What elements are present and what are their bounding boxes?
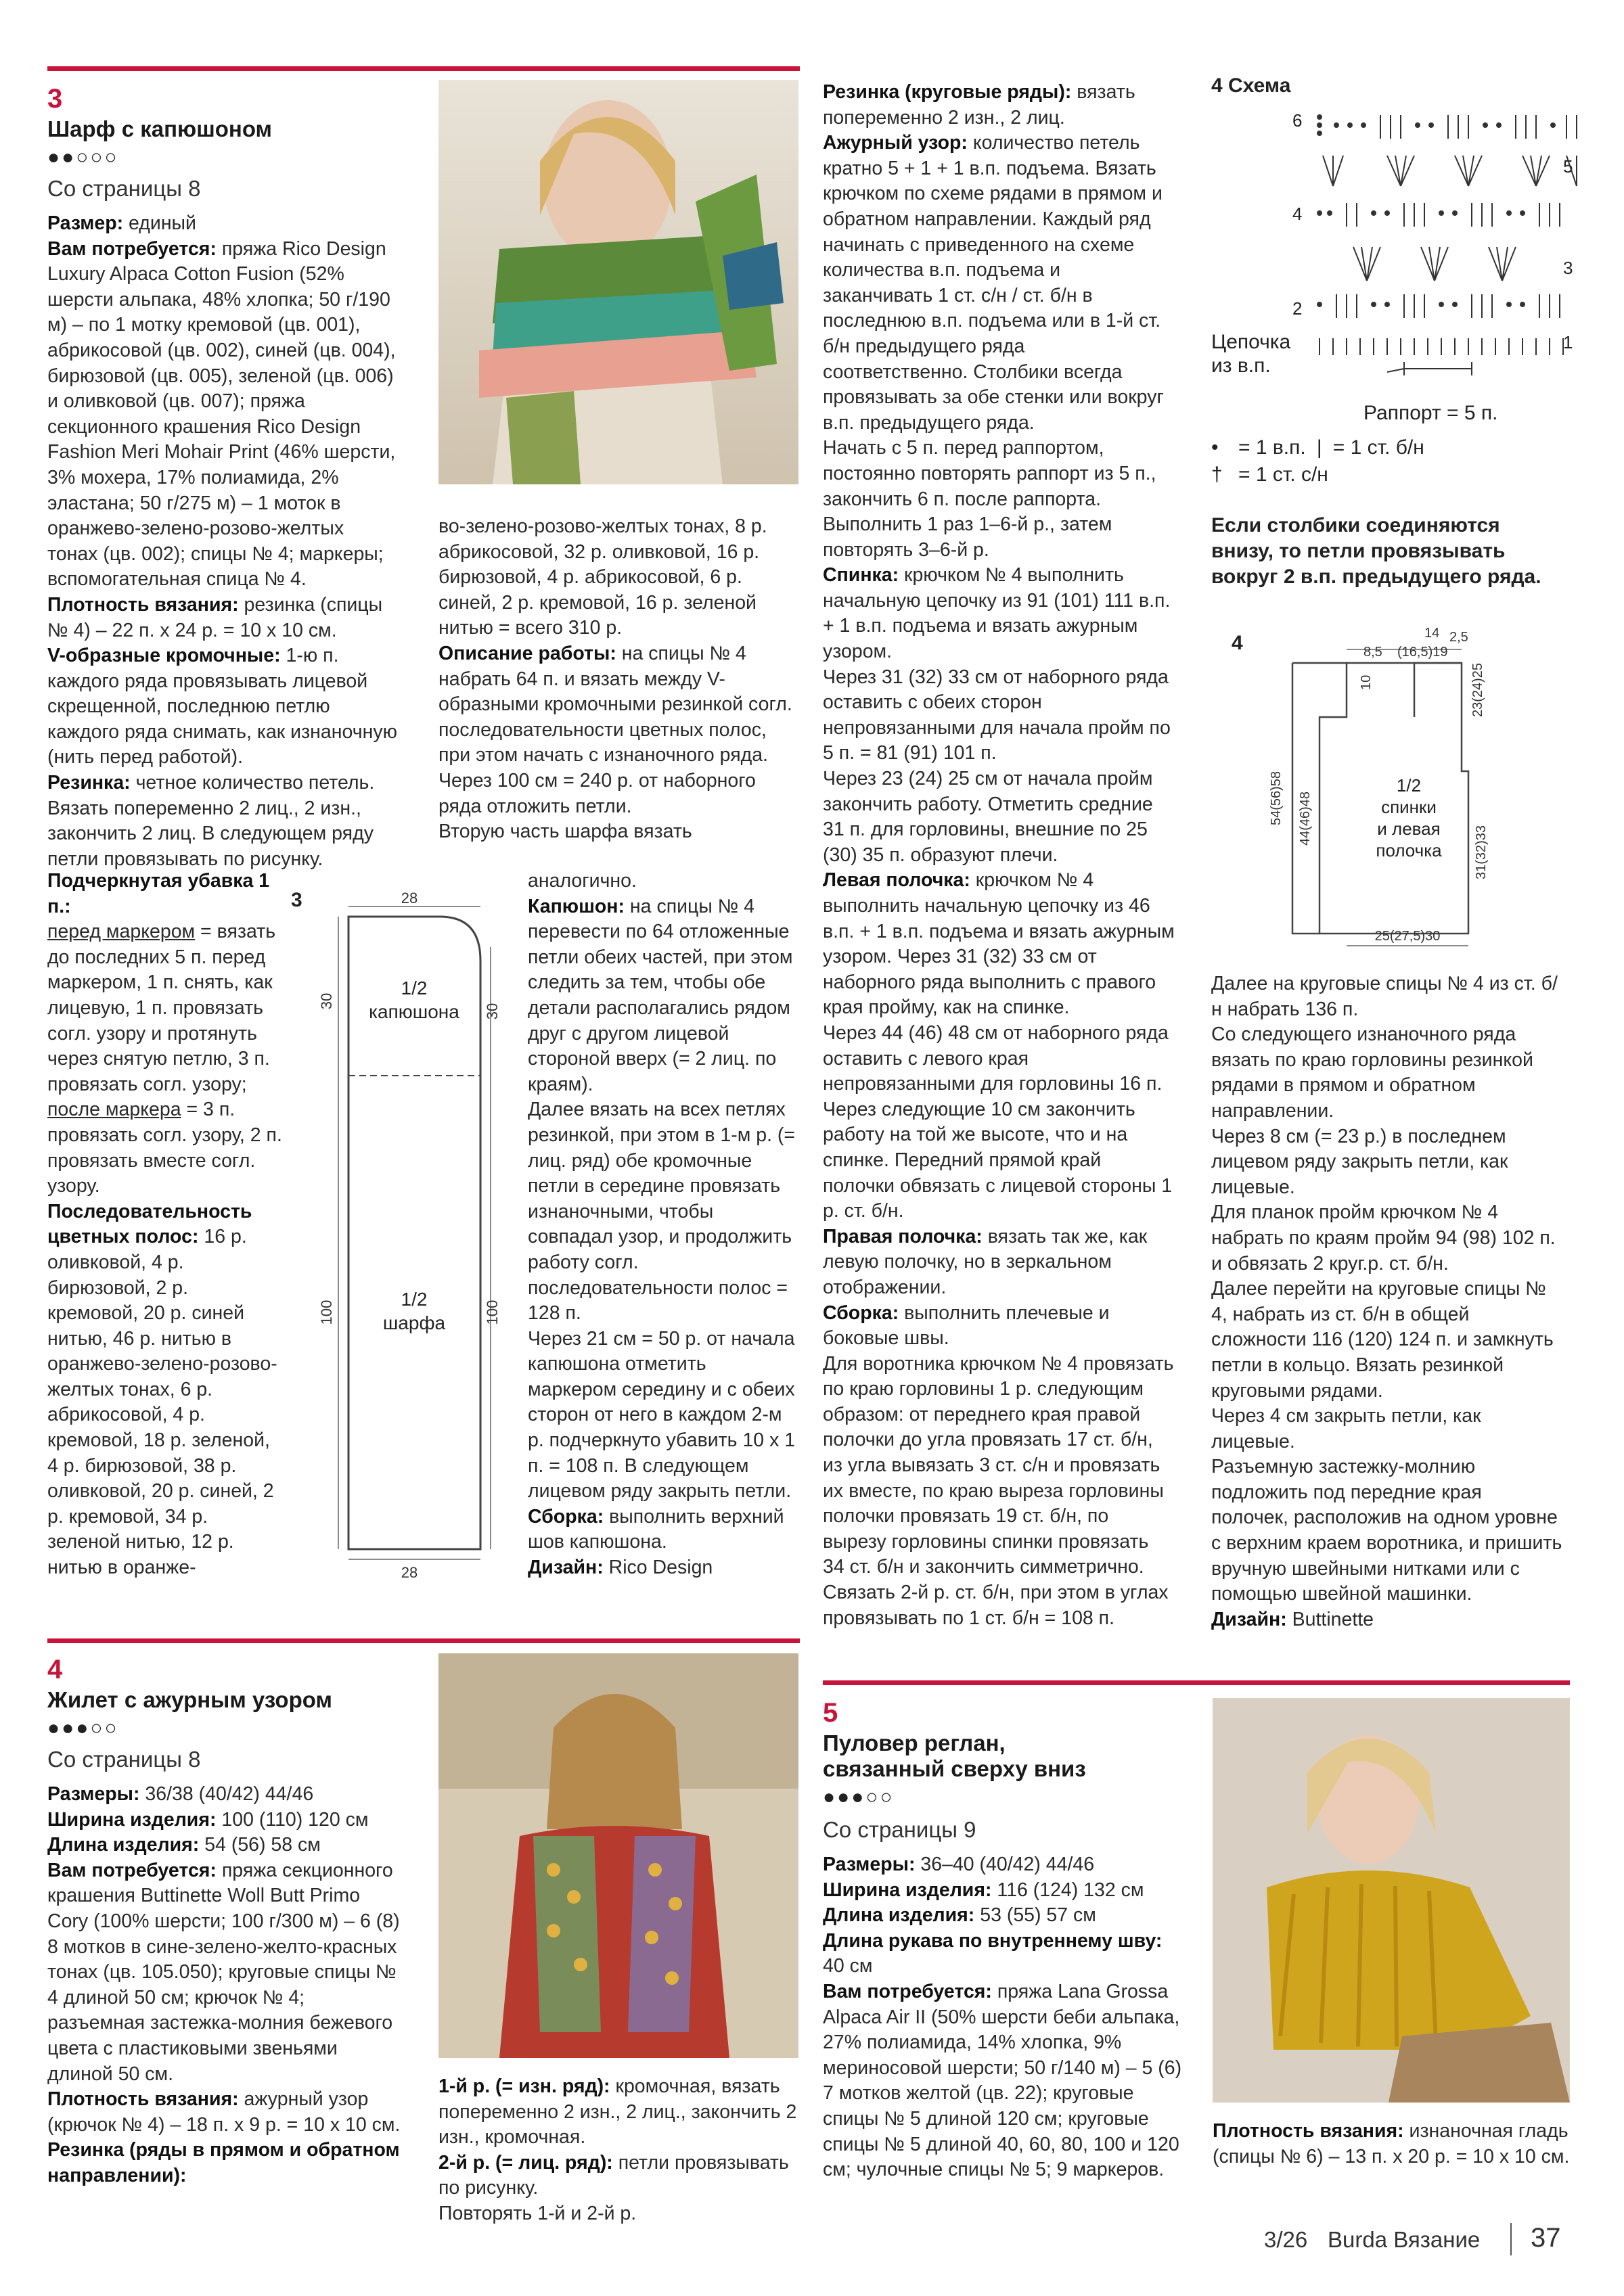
text-col-vest-assembly-paragraph: Далее на круговые спицы № 4 из ст. б/н набрать 136 п. (1211, 973, 1558, 1020)
dim-right-hood: 30 (484, 1003, 501, 1020)
text-col-vest-main-paragraph: Левая полочка: крючком № 4 выполнить начальную цепочку из 46 в.п. + 1 в.п. подъема и вязать ажурным узором. Через 31 (32) 33 см от наборного ряда выполнить с правого края пройму, как на спинке. (823, 869, 1175, 1019)
text-col-3b-paragraph: Последовательность цветных полос: 16 р. оливковой, 4 р. бирюзовой, 2 р. кремовой, 20 р. синей нитью, 46 р. нитью в оранжево-зелено-розово-желтых тонах, 6 р. абрикосовой, 4 р. кремовой, 18 р. зеленой, 4 р. бирюзовой, 38 р. оливковой, 20 р. синей, 2 р. кремовой, 34 р. зеленой нитью, 12 р. нитью в оранже- (47, 1200, 277, 1579)
rapport-label: Раппорт = 5 п. (1363, 402, 1498, 424)
source-page-3: Со страницы 8 (47, 176, 201, 201)
svg-text:1/2: 1/2 (1396, 775, 1422, 796)
legend-chain: = 1 в.п. (1238, 436, 1306, 459)
footer-magazine: Burda Вязание (1328, 2227, 1481, 2252)
source-page-4: Со страницы 8 (47, 1747, 201, 1772)
label-hood-1: 1/2 (401, 978, 428, 998)
footer-issue: 3/26 (1264, 2227, 1308, 2252)
svg-text:54(56)58: 54(56)58 (1269, 771, 1284, 826)
svg-text:10: 10 (1359, 674, 1374, 690)
legend-dc: = 1 ст. с/н (1238, 463, 1328, 486)
text-col-5a-paragraph: Ширина изделия: 116 (124) 132 см (823, 1879, 1144, 1901)
text-col-4b-paragraph: 1-й р. (= изн. ряд): кромочная, вязать попеременно 2 изн., 2 лиц., закончить 2 изн., кромочная. (438, 2075, 797, 2149)
text-col-vest-assembly-paragraph: Далее перейти на круговые спицы № 4, набрать из ст. б/н в общей сложности 116 (120) 124 п. и замкнуть петли в кольцо. Вязать резинкой круговыми рядами. (1211, 1278, 1554, 1402)
text-col-4a (47, 1782, 406, 2189)
photo-raglan-sweater (1213, 1698, 1570, 2103)
svg-text:3: 3 (1563, 258, 1573, 278)
text-col-4b (438, 2074, 797, 2227)
dim-right-scarf: 100 (484, 1300, 501, 1325)
text-col-vest-assembly-paragraph: Через 8 см (= 23 р.) в последнем лицевом ряду закрыть петли, как лицевые. (1211, 1125, 1508, 1198)
text-col-3a-paragraph: Вам потребуется: пряжа Rico Design Luxury Alpaca Cotton Fusion (52% шерсти альпака, 48% хлопка; 50 г/190 м) – по 1 мотку кремовой (цв. 001), абрикосовой (цв. 002), синей (цв. 004), бирюзовой (цв. 005), зеленой (цв. 006) и оливковой (цв. 007); пряжа секционного крашения Rico Design Fashion Meri Mohair Print (46% шерсти, 3% мохера, 17% полиамида, 2% эластана; 50 г/275 м) – 1 моток в оранжево-зелено-розово-желтых тонах (цв. 002); спицы № 4; маркеры; вспомогательная спица № 4. (47, 237, 396, 591)
section-number-3: 3 (47, 84, 63, 114)
svg-text:4: 4 (1292, 204, 1303, 224)
scheme-legend: • = 1 в.п. | = 1 ст. б/н † = 1 ст. с/н (1211, 436, 1424, 486)
legend-sc: = 1 ст. б/н (1332, 436, 1424, 459)
label-hood-2: капюшона (369, 1001, 459, 1022)
text-col-5a-paragraph: Длина изделия: 53 (55) 57 см (823, 1904, 1096, 1927)
schematic-diagram-4 (1232, 622, 1570, 954)
text-col-vest-main-paragraph: Резинка (круговые ряды): вязать попеременно 2 изн., 2 лиц. (823, 81, 1135, 129)
text-col-3c (438, 514, 797, 845)
text-col-vest-assembly-paragraph: Со следующего изнаночного ряда вязать по краю горловины резинкой рядами в прямом и обратном направлении. (1211, 1024, 1533, 1122)
text-col-3b (47, 869, 284, 1581)
text-col-3c-paragraph: Описание работы: на спицы № 4 набрать 64 п. и вязать между V-образными кромочными резинкой согл. последовательности цветных полос, при этом начать с изнаночного ряда. (438, 642, 792, 766)
text-col-4a-paragraph: Резинка (ряды в прямом и обратном направлении): (47, 2139, 400, 2186)
diagram-number-3: 3 (291, 889, 302, 911)
dim-top-3: 28 (401, 890, 418, 906)
text-col-vest-main (823, 80, 1175, 1631)
text-col-5b-paragraph: Плотность вязания: изнаночная гладь (спицы № 6) – 13 п. х 20 р. = 10 х 10 см. (1213, 2120, 1570, 2167)
text-col-vest-main-paragraph: Правая полочка: вязать так же, как левую полочку, но в зеркальном отображении. (823, 1225, 1148, 1298)
text-col-3a (47, 211, 399, 872)
diagram-number-4: 4 (1232, 632, 1243, 654)
text-col-3a-paragraph: Резинка: четное количество петель. Вязать попеременно 2 лиц., 2 изн., закончить 2 лиц. В следующем ряду петли провязывать по рисунку. (47, 772, 375, 870)
text-col-5a-paragraph: Размеры: 36–40 (40/42) 44/46 (823, 1854, 1095, 1875)
text-col-3d-paragraph: Дизайн: Rico Design (528, 1557, 713, 1579)
svg-text:14: 14 (1424, 626, 1440, 641)
section-rule-4 (47, 1638, 800, 1643)
text-col-3d (528, 869, 800, 1581)
svg-text:2,5: 2,5 (1449, 630, 1468, 645)
scheme-title: 4 Схема (1211, 74, 1291, 97)
text-col-4a-paragraph: Плотность вязания: ажурный узор (крючок № 4) – 18 п. х 9 р. = 10 х 10 см. (47, 2088, 401, 2136)
text-col-3a-paragraph: Плотность вязания: резинка (спицы № 4) – 22 п. х 24 р. = 10 х 10 см. (47, 593, 383, 641)
section-title-4: Жилет с ажурным узором (47, 1687, 332, 1712)
section-number-4: 4 (47, 1655, 63, 1684)
scarf-photo-illustration (438, 80, 798, 484)
chain-label-2: из в.п. (1211, 354, 1271, 377)
section-rule-5 (823, 1680, 1570, 1685)
text-col-vest-main-paragraph: Через 44 (46) 48 см от наборного ряда оставить с левого края непровязанными для горловины 16 п. Через следующие 10 см закончить работу на той же высоте, что и на спинке. Передний прямой край полочки обвязать с лицевой стороны 1 р. ст. б/н. (823, 1021, 1173, 1222)
text-col-3a-paragraph: V-образные кромочные: 1-ю п. каждого ряда провязывать лицевой скрещенной, последнюю петлю каждого ряда снимать, как изнаночную (нить перед работой). (47, 645, 397, 768)
dim-bottom-3: 28 (401, 1564, 418, 1581)
section-title-3: Шарф с капюшоном (47, 116, 272, 141)
label-scarf-2: шарфа (382, 1312, 446, 1333)
text-col-vest-assembly (1211, 971, 1563, 1632)
text-col-vest-assembly-paragraph: Для планок пройм крючком № 4 набрать по краям пройм 94 (98) 102 п. и обвязать 2 круг.р. ст. б/н. (1211, 1201, 1556, 1275)
svg-text:31(32)33: 31(32)33 (1474, 825, 1489, 880)
text-col-vest-assembly-paragraph: Через 4 см закрыть петли, как лицевые. (1211, 1405, 1481, 1452)
text-col-5a (823, 1852, 1188, 2183)
svg-text:спинки: спинки (1381, 797, 1437, 817)
text-col-3a-paragraph: Размер: единый (47, 212, 196, 234)
section-title-5b: связанный сверху вниз (823, 1756, 1086, 1781)
text-col-vest-main-paragraph: Спинка: крючком № 4 выполнить начальную цепочку из 91 (101) 111 в.п. + 1 в.п. подъема и вязать ажурным узором. (823, 564, 1171, 663)
text-col-vest-main-paragraph: Через 23 (24) 25 см от начала пройм закончить работу. Отметить средние 31 п. для горловины, внешние по 25 (30) 35 п. образуют плечи. (823, 768, 1153, 866)
schematic-diagram-3 (284, 886, 521, 1583)
text-col-3d-paragraph: Далее вязать на всех петлях резинкой, при этом в 1-м р. (= лиц. ряд) обе кромочные петли в середине провязать изнаночными, чтобы совпадал узор, и продолжить работу согл. последовательности полос = 128 п. (528, 1099, 796, 1325)
text-col-3d-paragraph: Сборка: выполнить верхний шов капюшона. (528, 1505, 784, 1553)
text-col-vest-main-paragraph: Сборка: выполнить плечевые и боковые швы. (823, 1302, 1110, 1350)
vest-photo-illustration (438, 1653, 798, 2058)
text-col-3d-paragraph: Через 21 см = 50 р. от начала капюшона отметить маркером середину и с обеих сторон от него в каждом 2-м р. подчеркнуто убавить 10 х 1 п. = 108 п. В следующем лицевом ряду закрыть петли. (528, 1327, 796, 1502)
text-col-vest-assembly-paragraph: Разъемную застежку-молнию подложить под передние края полочек, расположив на одном уровне с верхним краем воротника, и пришить вручную швейными нитками или с помощью швейной машинки. (1211, 1456, 1562, 1605)
text-col-5a-paragraph: Длина рукава по внутреннему шву: 40 см (823, 1929, 1163, 1977)
text-col-4a-paragraph: Вам потребуется: пряжа секционного крашения Buttinette Woll Butt Primo Cory (100% шерсти; 100 г/300 м) – 6 (8) 8 мотков в сине-зелено-желто-красных тонах (цв. 105.050); круговые спицы № 4 длиной 50 см; крючок № 4; разъемная застежка-молния бежевого цвета с пластиковыми звеньями длиной 50 см. (47, 1859, 400, 2085)
text-col-3c-paragraph: Через 100 см = 240 р. от наборного ряда отложить петли. (438, 769, 756, 817)
text-col-4a-paragraph: Размеры: 36/38 (40/42) 44/46 (47, 1783, 314, 1805)
text-col-4a-paragraph: Ширина изделия: 100 (110) 120 см (47, 1808, 369, 1831)
difficulty-dots-5: ●●●○○ (823, 1786, 895, 1808)
svg-text:2: 2 (1292, 298, 1303, 319)
svg-text:25(27,5)30: 25(27,5)30 (1374, 929, 1441, 944)
text-col-4b-paragraph: Повторять 1-й и 2-й р. (438, 2202, 637, 2224)
text-col-4b-paragraph: 2-й р. (= лиц. ряд): петли провязывать по рисунку. (438, 2151, 789, 2199)
svg-text:44(46)48: 44(46)48 (1298, 791, 1313, 846)
text-col-vest-main-paragraph: Начать с 5 п. перед раппортом, постоянно повторять раппорт из 5 п., закончить 6 п. после раппорта. Выполнить 1 раз 1–6-й р., затем повторять 3–6-й р. (823, 437, 1156, 561)
footer-divider (1510, 2223, 1512, 2255)
svg-text:5: 5 (1563, 156, 1573, 177)
difficulty-dots-3: ●●○○○ (47, 146, 119, 168)
difficulty-dots-4: ●●●○○ (47, 1717, 119, 1739)
scheme-note: Если столбики соединяются внизу, то петли провязывать вокруг 2 в.п. предыдущего ряда. (1211, 514, 1541, 588)
svg-text:6: 6 (1292, 110, 1303, 131)
text-col-3d-paragraph: аналогично. (528, 870, 637, 892)
svg-text:и левая: и левая (1377, 819, 1441, 839)
text-col-vest-main-paragraph: Через 31 (32) 33 см от наборного ряда оставить с обеих сторон непровязанными для начала пройм по 5 п. = 81 (91) 101 п. (823, 666, 1171, 764)
section-rule-3 (47, 66, 800, 71)
text-col-5b (1213, 2119, 1570, 2169)
section-number-5: 5 (823, 1698, 838, 1728)
svg-text:полочка: полочка (1376, 840, 1442, 860)
page-number: 37 (1531, 2223, 1561, 2253)
text-col-vest-main-paragraph: Связать 2-й р. ст. б/н, при этом в углах провязывать по 1 ст. б/н = 108 п. (823, 1582, 1169, 1629)
dim-left-hood: 30 (318, 992, 335, 1010)
svg-text:(16,5)19: (16,5)19 (1397, 645, 1448, 660)
source-page-5: Со страницы 9 (823, 1817, 976, 1842)
text-col-3c-paragraph: во-зелено-розово-желтых тонах, 8 р. абрикосовой, 32 р. оливковой, 16 р. бирюзовой, 4 р. абрикосовой, 6 р. синей, 2 р. кремовой, 16 р. зеленой нитью = всего 310 р. (438, 515, 767, 639)
section-title-5a: Пуловер реглан, (823, 1730, 1006, 1755)
text-col-vest-assembly-paragraph: Дизайн: Buttinette (1211, 1608, 1374, 1630)
text-col-3b-paragraph: Подчеркнутая убавка 1 п.: (47, 870, 270, 917)
photo-scarf-hood (438, 80, 798, 484)
label-scarf-1: 1/2 (401, 1289, 428, 1310)
svg-text:23(24)25: 23(24)25 (1470, 662, 1485, 717)
crochet-scheme (1211, 98, 1590, 430)
svg-text:1: 1 (1563, 332, 1573, 352)
photo-vest (438, 1653, 798, 2058)
sweater-photo-illustration (1213, 1698, 1570, 2103)
text-col-4a-paragraph: Длина изделия: 54 (56) 58 см (47, 1834, 321, 1856)
dim-left-scarf: 100 (318, 1300, 335, 1325)
text-col-vest-main-paragraph: Ажурный узор: количество петель кратно 5 + 1 + 1 в.п. подъема. Вязать крючком по схеме рядами в прямом и обратном направлении. Каждый ряд начинать с приведенного на схеме количества в.п. подъема и заканчивать 1 ст. с/н / ст. б/н в последнюю в.п. подъема или в 1-й ст. б/н предыдущего ряда соответственно. Столбики всегда провязывать за обе стенки или вокруг в.п. предыдущего ряда. (823, 132, 1164, 434)
svg-text:8,5: 8,5 (1363, 645, 1382, 660)
text-col-3c-paragraph: Вторую часть шарфа вязать (438, 821, 692, 843)
text-col-3b-paragraph: после маркера = 3 п. провязать согл. узору, 2 п. провязать вместе согл. узору. (47, 1099, 282, 1197)
chain-label-1: Цепочка (1211, 331, 1291, 353)
text-col-5a-paragraph: Вам потребуется: пряжа Lana Grossa Alpaca Air II (50% шерсти беби альпака, 27% полиамида, 14% хлопка, 9% мериносовой шерсти; 50 г/140 м) – 5 (6) 7 мотков желтой (цв. 22); круговые спицы № 5 длиной 120 см; круговые спицы № 5 длиной 40, 60, 80, 100 и 120 см; чулочные спицы № 5; 9 маркеров. (823, 1980, 1182, 2181)
text-col-3d-paragraph: Капюшон: на спицы № 4 перевести по 64 отложенные петли обеих частей, при этом следить за тем, чтобы обе детали располагались рядом друг с другом лицевой стороной вверх (= 2 лиц. по краям). (528, 895, 793, 1095)
text-col-3b-paragraph: перед маркером = вязать до последних 5 п. перед маркером, 1 п. снять, как лицевую, 1 п. провязать согл. узору и протянуть через снятую петлю, 3 п. провязать согл. узору; (47, 921, 276, 1095)
text-col-vest-main-paragraph: Для воротника крючком № 4 провязать по краю горловины 1 р. следующим образом: от переднего края правой полочки до угла провязать 17 ст. б/н, из угла вывязать 3 ст. с/н и провязать их вместе, по краю выреза горловины полочки провязать 19 ст. б/н, по вырезу горловины спинки провязать 34 ст. б/н и закончить симметрично. (823, 1352, 1174, 1578)
